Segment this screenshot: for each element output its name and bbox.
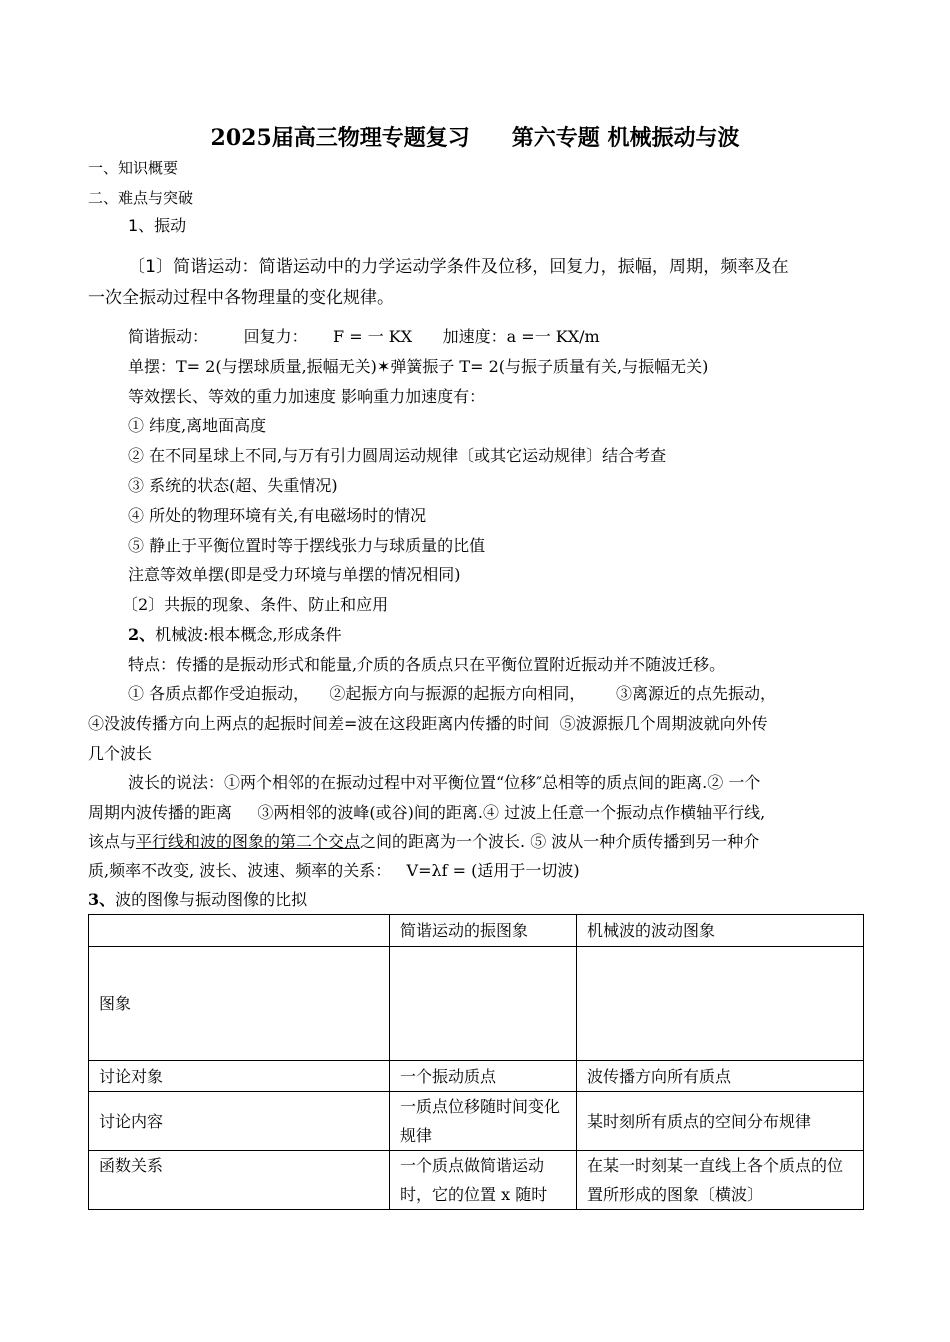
wave-feature-line3: 几个波长 [88, 744, 153, 763]
shm-formulas: 简谐振动： 回复力： F = 一 KX 加速度：a =一 KX/m [128, 327, 600, 346]
mechanical-wave-number: 2、 [128, 625, 156, 644]
table-cell: 一个质点做简谐运动时，它的位置 x 随时 [390, 1151, 577, 1210]
pendulum-periods: 单摆：T= 2(与摆球质量,振幅无关)✶弹簧振子 T= 2(与振子质量有关,与振幅无关) [128, 357, 709, 376]
table-row [89, 1092, 864, 1151]
table-cell: 一质点位移随时间变化规律 [390, 1092, 577, 1151]
equivalent-pendulum-note: 注意等效单摆(即是受力环境与单摆的情况相同) [128, 565, 461, 584]
table-row [89, 947, 864, 1061]
table-cell: 讨论内容 [89, 1092, 390, 1151]
wavelength-line2: 周期内波传播的距离 ③两相邻的波峰(或谷)间的距离.④ 过波上任意一个振动点作横轴平行线, [88, 803, 766, 822]
wavelength-line3-post: 之间的距离为一个波长. ⑤ 波从一种介质传播到另一种介 [360, 832, 760, 851]
table-header-cell: 机械波的波动图象 [577, 915, 864, 947]
comparison-title: 波的图像与振动图像的比拟 [115, 890, 308, 909]
table-cell [577, 947, 864, 1061]
wavelength-line4: 质,频率不改变, 波长、波速、频率的关系： V=λf = (适用于一切波) [88, 861, 580, 880]
subsection-vibration: 1、振动 [128, 216, 187, 235]
table-cell: 图象 [89, 947, 390, 1061]
table-cell: 波传播方向所有质点 [577, 1061, 864, 1092]
gravity-factor-1: ① 纬度,离地面高度 [128, 416, 267, 435]
shm-intro-line1: 〔1〕简谐运动：简谐运动中的力学运动学条件及位移，回复力，振幅，周期，频率及在 [128, 257, 789, 277]
wavelength-underlined: 平行线和波的图象的第二个交点 [136, 832, 361, 851]
gravity-factor-3: ③ 系统的状态(超、失重情况) [128, 476, 338, 495]
wave-feature-line1: ① 各质点都作受迫振动， ②起振方向与振源的起振方向相同， ③离源近的点先振动， [128, 684, 776, 703]
shm-intro-line2: 一次全振动过程中各物理量的变化规律。 [88, 288, 394, 308]
table-cell: 某时刻所有质点的空间分布规律 [577, 1092, 864, 1151]
table-header-cell [89, 915, 390, 947]
wavelength-line3 [88, 832, 759, 852]
wave-features: 特点：传播的是振动形式和能量,介质的各质点只在平衡位置附近振动并不随波迁移。 [128, 655, 726, 674]
resonance-heading: 〔2〕共振的现象、条件、防止和应用 [122, 595, 389, 614]
section-knowledge-overview: 一、知识概要 [88, 159, 179, 177]
comparison-number: 3、 [88, 890, 116, 909]
section-difficulties: 二、难点与突破 [88, 189, 194, 207]
title-right: 第六专题 机械振动与波 [511, 125, 740, 151]
table-cell: 在某一时刻某一直线上各个质点的位置所形成的图象〔横波〕 [577, 1151, 864, 1210]
comparison-table [88, 914, 864, 1210]
mechanical-wave-title: 机械波:根本概念,形成条件 [155, 625, 342, 644]
gravity-factor-4: ④ 所处的物理环境有关,有电磁场时的情况 [128, 506, 427, 525]
gravity-factor-2: ② 在不同星球上不同,与万有引力圆周运动规律〔或其它运动规律〕结合考查 [128, 446, 667, 465]
wavelength-line3-pre: 该点与 [88, 832, 137, 851]
table-cell [390, 947, 577, 1061]
table-cell: 一个振动质点 [390, 1061, 577, 1092]
table-row [89, 1061, 864, 1092]
comparison-heading [88, 890, 307, 910]
table-header-row [89, 915, 864, 947]
gravity-factor-5: ⑤ 静止于平衡位置时等于摆线张力与球质量的比值 [128, 536, 486, 555]
equivalent-gravity: 等效摆长、等效的重力加速度 影响重力加速度有： [128, 387, 486, 406]
page-title [0, 124, 950, 152]
table-row [89, 1151, 864, 1210]
table-header-cell: 简谐运动的振图象 [390, 915, 577, 947]
wavelength-line1: 波长的说法：①两个相邻的在振动过程中对平衡位置“位移″总相等的质点间的距离.② 一个 [128, 773, 761, 792]
mechanical-wave-heading [128, 625, 342, 645]
title-left: 2025届高三物理专题复习 [210, 125, 470, 151]
wave-feature-line2: ④没波传播方向上两点的起振时间差=波在这段距离内传播的时间 ⑤波源振几个周期波就向外传 [88, 714, 768, 733]
table-cell: 讨论对象 [89, 1061, 390, 1092]
table-cell: 函数关系 [89, 1151, 390, 1210]
